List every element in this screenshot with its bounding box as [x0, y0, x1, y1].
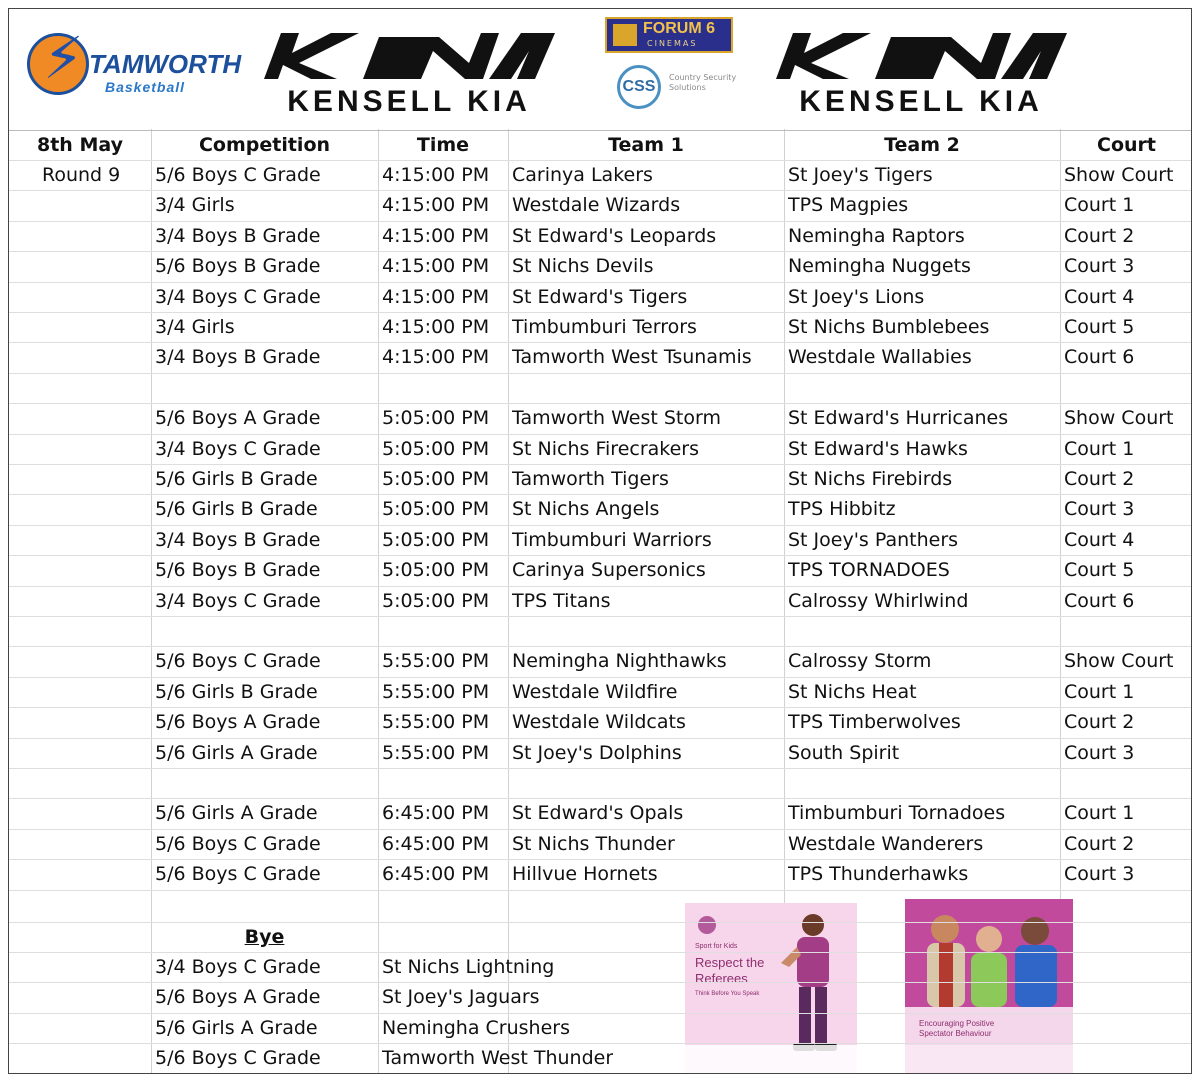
court-cell: Court 2	[1064, 711, 1135, 734]
team2-cell: TPS TORNADOES	[788, 559, 950, 582]
court-cell: Show Court	[1064, 407, 1174, 430]
fixture-sheet	[8, 8, 1192, 1074]
competition-cell: 5/6 Girls B Grade	[155, 468, 318, 490]
css-logo	[617, 65, 737, 117]
team1-cell: St Edward's Opals	[512, 802, 684, 825]
row-divider	[9, 646, 1191, 647]
row-divider	[9, 1013, 1191, 1014]
kia-logo-mark-icon	[259, 27, 559, 87]
competition-cell: 3/4 Girls	[155, 194, 235, 217]
time-cell: 4:15:00 PM	[382, 255, 490, 278]
team2-cell: Calrossy Whirlwind	[788, 589, 969, 612]
competition-cell: 5/6 Boys C Grade	[155, 863, 321, 886]
round-label: Round 9	[42, 164, 121, 186]
court-cell: Court 1	[1064, 194, 1135, 217]
competition-cell: 3/4 Boys B Grade	[155, 528, 321, 551]
time-cell: 4:15:00 PM	[382, 224, 490, 247]
team1-cell: Tamworth West Storm	[512, 407, 721, 430]
court-cell: Court 6	[1064, 346, 1135, 369]
team1-cell: St Joey's Dolphins	[512, 741, 682, 764]
bye-team-cell: St Nichs Lightning	[382, 956, 555, 978]
competition-cell: 5/6 Girls A Grade	[155, 741, 318, 764]
respect-referees-poster	[685, 903, 857, 1074]
tamworth-logo-word: TAMWORTH	[89, 49, 242, 79]
grid-line	[151, 9, 152, 1073]
team2-cell: Calrossy Storm	[788, 650, 932, 673]
time-cell: 4:15:00 PM	[382, 194, 490, 217]
time-cell: 4:15:00 PM	[382, 285, 490, 308]
competition-cell: 5/6 Girls B Grade	[155, 498, 318, 521]
row-divider	[9, 190, 1191, 191]
court-cell: Court 2	[1064, 832, 1135, 855]
court-cell: Court 3	[1064, 498, 1135, 521]
team2-cell: St Edward's Hurricanes	[788, 407, 1009, 430]
time-cell: 5:05:00 PM	[382, 589, 490, 612]
row-divider	[9, 221, 1191, 222]
row-divider	[9, 555, 1191, 556]
court-cell: Court 6	[1064, 589, 1135, 612]
row-divider	[9, 403, 1191, 404]
row-divider	[9, 525, 1191, 526]
team1-cell: Hillvue Hornets	[512, 863, 658, 886]
header-divider	[9, 160, 1191, 161]
team2-cell: TPS Thunderhawks	[788, 863, 969, 886]
team1-cell: St Edward's Leopards	[512, 224, 717, 247]
time-cell: 6:45:00 PM	[382, 832, 490, 855]
spectators-figures-icon	[905, 899, 1073, 1007]
team2-cell: St Joey's Panthers	[788, 528, 959, 551]
time-cell: 4:15:00 PM	[382, 316, 490, 338]
competition-cell: 5/6 Girls B Grade	[155, 680, 318, 703]
row-divider	[9, 707, 1191, 708]
team2-cell: St Nichs Bumblebees	[788, 316, 990, 338]
team1-cell: Tamworth West Tsunamis	[512, 346, 752, 369]
bye-team-cell: St Joey's Jaguars	[382, 986, 540, 1009]
bye-team-cell: Tamworth West Thunder	[382, 1047, 614, 1070]
time-cell: 5:05:00 PM	[382, 407, 490, 430]
time-cell: 5:55:00 PM	[382, 650, 490, 673]
time-cell: 5:05:00 PM	[382, 559, 490, 582]
team2-cell: Westdale Wallabies	[788, 346, 972, 369]
court-cell: Court 2	[1064, 224, 1135, 247]
competition-cell: 3/4 Boys B Grade	[155, 224, 321, 247]
court-cell: Show Court	[1064, 650, 1174, 673]
team2-cell: St Joey's Lions	[788, 285, 925, 308]
competition-cell: 5/6 Boys B Grade	[155, 255, 321, 278]
team1-cell: TPS Titans	[512, 589, 611, 612]
row-divider	[9, 982, 1191, 983]
competition-cell: 3/4 Girls	[155, 316, 235, 338]
competition-cell: 5/6 Boys A Grade	[155, 711, 321, 734]
time-cell: 5:05:00 PM	[382, 437, 490, 460]
row-divider	[9, 586, 1191, 587]
competition-cell: 3/4 Boys C Grade	[155, 285, 321, 308]
team2-cell: Westdale Wanderers	[788, 832, 984, 855]
respect-poster-kicker: Sport for Kids	[695, 943, 738, 950]
sponsor-banner	[9, 9, 1192, 129]
court-cell: Court 4	[1064, 528, 1135, 551]
row-divider	[9, 890, 1191, 891]
time-cell: 5:55:00 PM	[382, 711, 490, 734]
header-divider	[9, 130, 1191, 131]
team2-cell: TPS Hibbitz	[788, 498, 896, 521]
tamworth-logo-subtitle: Basketball	[105, 79, 186, 95]
row-divider	[9, 1043, 1191, 1044]
kensell-kia-wordmark: KENSELL KIA	[287, 85, 531, 118]
team1-cell: Westdale Wildcats	[512, 711, 686, 734]
row-divider	[9, 464, 1191, 465]
bye-competition-cell: 3/4 Boys C Grade	[155, 956, 321, 978]
poster-footer	[685, 1045, 857, 1074]
team2-cell: TPS Timberwolves	[788, 711, 961, 734]
competition-cell: 5/6 Girls A Grade	[155, 802, 318, 825]
team2-cell: South Spirit	[788, 741, 900, 764]
respect-poster-title: Respect the Referees	[695, 955, 765, 986]
competition-cell: 3/4 Boys C Grade	[155, 589, 321, 612]
team1-cell: St Nichs Angels	[512, 498, 660, 521]
row-divider	[9, 922, 1191, 923]
grid-line	[378, 9, 379, 1073]
team1-cell: Tamworth Tigers	[512, 468, 669, 490]
competition-header: Competition	[198, 134, 331, 156]
kia-logo-mark-icon	[771, 27, 1071, 87]
bye-competition-cell: 5/6 Boys C Grade	[155, 1047, 321, 1070]
kensell-kia-wordmark: KENSELL KIA	[799, 85, 1043, 118]
css-logo-text: Country Security Solutions	[669, 73, 737, 92]
team1-cell: St Nichs Firecrakers	[512, 437, 700, 460]
lightning-bolt-icon: ⚡	[43, 24, 84, 92]
forum-logo-name: FORUM 6	[643, 20, 715, 37]
team1-cell: Timbumburi Terrors	[512, 316, 697, 338]
team1-cell: Timbumburi Warriors	[512, 528, 712, 551]
row-divider	[9, 312, 1191, 313]
team2-cell: St Nichs Heat	[788, 680, 917, 703]
competition-cell: 5/6 Boys A Grade	[155, 407, 321, 430]
poster-footer	[905, 1045, 1073, 1074]
tamworth-basketball-logo	[27, 24, 242, 117]
respect-poster-subtitle: Think Before You Speak	[695, 991, 760, 997]
row-divider	[9, 798, 1191, 799]
bye-team-cell: Nemingha Crushers	[382, 1016, 570, 1039]
time-cell: 6:45:00 PM	[382, 863, 490, 886]
competition-cell: 3/4 Boys C Grade	[155, 437, 321, 460]
kensell-kia-logo-left	[259, 27, 569, 122]
bye-heading: Bye	[244, 926, 285, 948]
team1-header: Team 1	[608, 134, 684, 156]
time-cell: 4:15:00 PM	[382, 346, 490, 369]
date-header: 8th May	[37, 134, 123, 156]
team1-cell: Westdale Wildfire	[512, 680, 678, 703]
time-cell: 5:55:00 PM	[382, 680, 490, 703]
court-cell: Court 5	[1064, 316, 1135, 338]
team2-cell: Nemingha Nuggets	[788, 255, 971, 278]
cinema-building-icon	[613, 24, 637, 46]
team1-cell: St Nichs Devils	[512, 255, 654, 278]
court-cell: Court 4	[1064, 285, 1135, 308]
row-divider	[9, 829, 1191, 830]
grid-line	[508, 9, 509, 1073]
row-divider	[9, 373, 1191, 374]
team2-cell: St Edward's Hawks	[788, 437, 968, 460]
row-divider	[9, 677, 1191, 678]
team1-cell: St Edward's Tigers	[512, 285, 688, 308]
court-cell: Court 2	[1064, 468, 1135, 490]
spectator-poster-title: Encouraging Positive Spectator Behaviour	[919, 1019, 995, 1038]
row-divider	[9, 616, 1191, 617]
court-cell: Court 5	[1064, 559, 1135, 582]
row-divider	[9, 738, 1191, 739]
kensell-kia-logo-right	[771, 27, 1081, 122]
bye-competition-cell: 5/6 Boys A Grade	[155, 986, 321, 1009]
team1-cell: Carinya Supersonics	[512, 559, 706, 582]
team2-cell: Nemingha Raptors	[788, 224, 965, 247]
court-header: Court	[1097, 134, 1156, 156]
competition-cell: 5/6 Boys C Grade	[155, 650, 321, 673]
row-divider	[9, 859, 1191, 860]
spectator-behaviour-poster	[905, 899, 1073, 1074]
time-cell: 5:55:00 PM	[382, 741, 490, 764]
court-cell: Court 3	[1064, 741, 1135, 764]
team2-cell: TPS Magpies	[788, 194, 909, 217]
css-logo-mark: CSS	[617, 65, 661, 109]
time-cell: 6:45:00 PM	[382, 802, 490, 825]
team1-cell: Nemingha Nighthawks	[512, 650, 727, 673]
time-cell: 5:05:00 PM	[382, 528, 490, 551]
row-divider	[9, 282, 1191, 283]
court-cell: Court 3	[1064, 863, 1135, 886]
forum-logo-sub: CINEMAS	[647, 39, 698, 48]
time-header: Time	[416, 134, 470, 156]
time-cell: 4:15:00 PM	[382, 164, 490, 186]
competition-cell: 5/6 Boys C Grade	[155, 832, 321, 855]
team1-cell: Westdale Wizards	[512, 194, 681, 217]
competition-cell: 5/6 Boys B Grade	[155, 559, 321, 582]
row-divider	[9, 952, 1191, 953]
row-divider	[9, 251, 1191, 252]
row-divider	[9, 494, 1191, 495]
team2-header: Team 2	[884, 134, 960, 156]
row-divider	[9, 434, 1191, 435]
court-cell: Court 3	[1064, 255, 1135, 278]
competition-cell: 3/4 Boys B Grade	[155, 346, 321, 369]
time-cell: 5:05:00 PM	[382, 498, 490, 521]
row-divider	[9, 342, 1191, 343]
court-cell: Court 1	[1064, 802, 1135, 825]
time-cell: 5:05:00 PM	[382, 468, 490, 490]
team1-cell: Carinya Lakers	[512, 164, 653, 186]
court-cell: Court 1	[1064, 437, 1135, 460]
row-divider	[9, 768, 1191, 769]
court-cell: Court 1	[1064, 680, 1135, 703]
team2-cell: St Joey's Tigers	[788, 164, 933, 186]
team2-cell: Timbumburi Tornadoes	[788, 802, 1006, 825]
competition-cell: 5/6 Boys C Grade	[155, 164, 321, 186]
court-cell: Show Court	[1064, 164, 1174, 186]
bye-competition-cell: 5/6 Girls A Grade	[155, 1016, 318, 1039]
forum-6-cinemas-logo	[605, 17, 733, 53]
team2-cell: St Nichs Firebirds	[788, 468, 953, 490]
team1-cell: St Nichs Thunder	[512, 832, 675, 855]
